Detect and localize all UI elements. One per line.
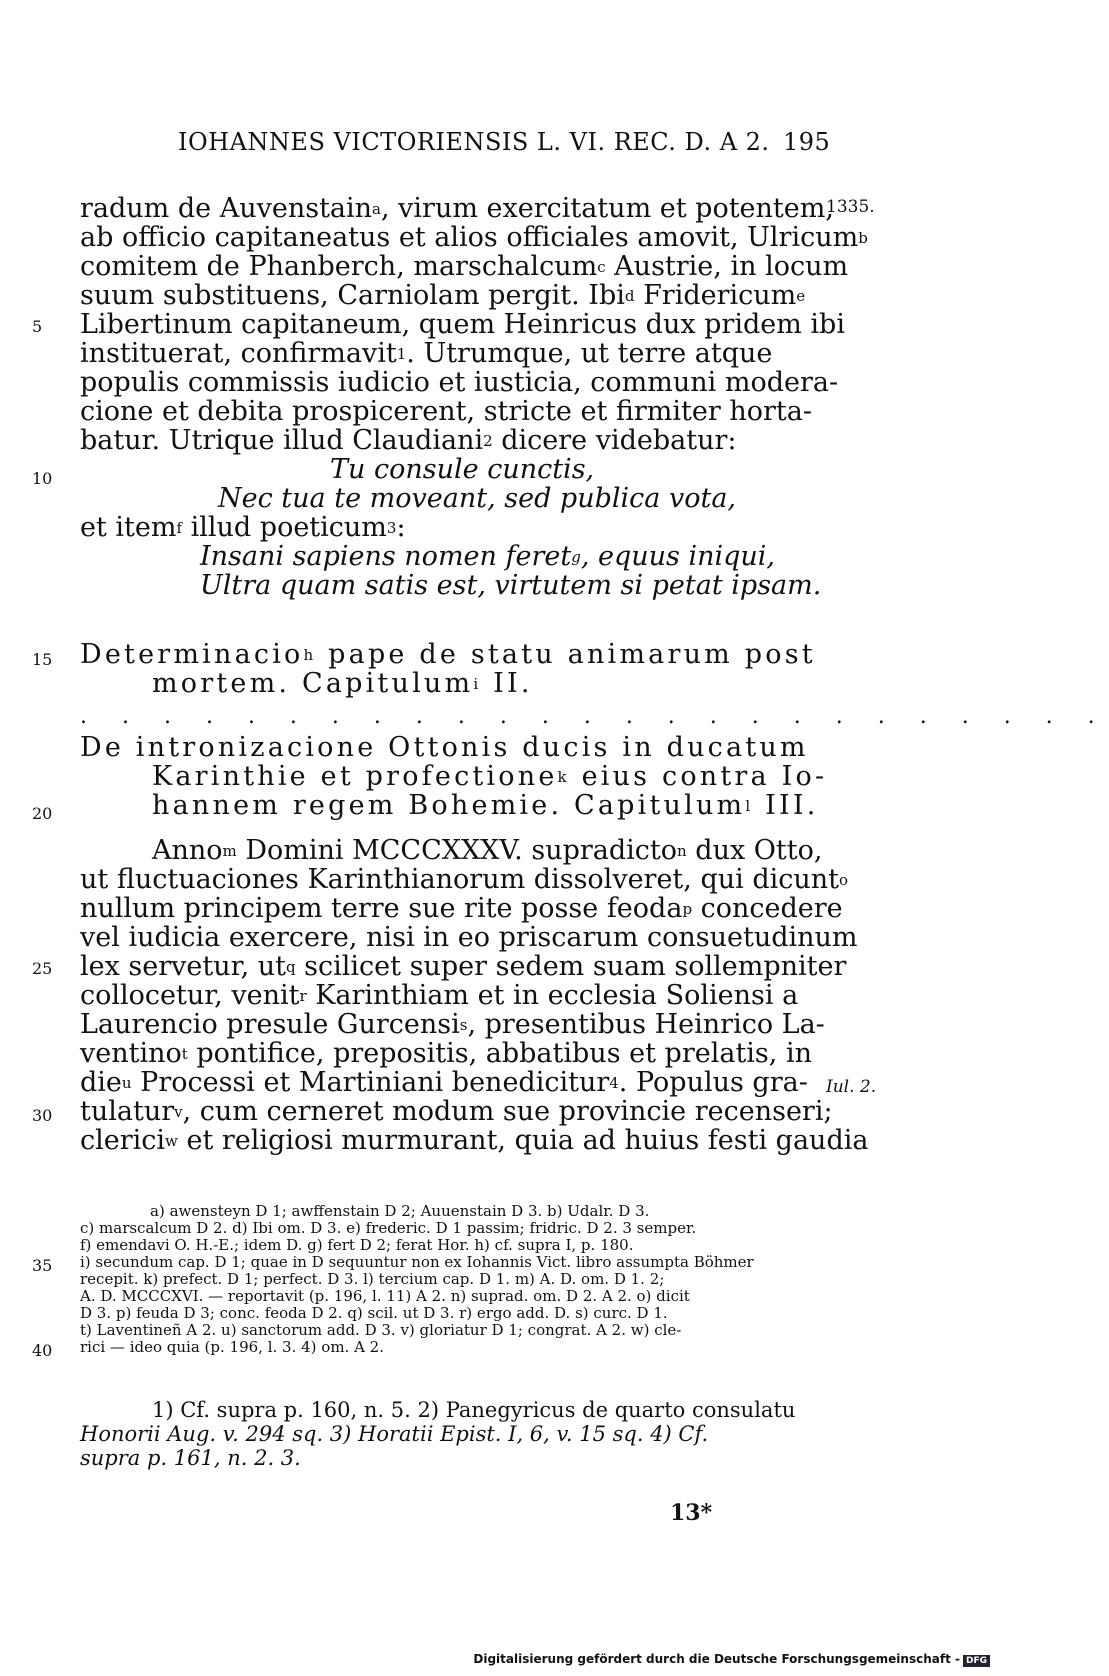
line-number: 10 <box>32 469 53 488</box>
footnote-line: t) Laventineñ A 2. u) sanctorum add. D 3. v) gloriatur D 1; congrat. A 2. w) cle- <box>80 1321 682 1339</box>
chapter-heading: De intronizacione Ottonis ducis in ducatum <box>80 732 809 763</box>
text-line: lex servetur, $ut^q$ scilicet super sedem suam sollempniter <box>80 951 847 982</box>
line-number: 20 <box>32 804 53 823</box>
text-line: vel iudicia exercere, nisi in eo priscarum consuetudinum <box>80 922 858 953</box>
footnote-line: rici — ideo quia (p. 196, l. 3. 4) om. A 2. <box>80 1338 384 1356</box>
verse-line: Insani sapiens nomen feret$^g$, equus iniqui, <box>200 541 776 572</box>
text-line: cione et debita prospicerent, stricte et firmiter horta- <box>80 396 812 427</box>
text-line: batur. Utrique illud Claudiani$^2$ dicere videbatur: <box>80 425 737 456</box>
running-header: IOHANNES VICTORIENSIS L. VI. REC. D. A 2. <box>178 128 770 156</box>
line-number: 30 <box>32 1106 53 1125</box>
text-line: Laurencio presule Gurcensi$^s$, presentibus Heinrico La- <box>80 1009 825 1040</box>
chapter-heading: mortem. Capitulum$^i$ II. <box>152 668 533 699</box>
text-line: ventino$^t$ pontifice, prepositis, abbatibus et prelatis, in <box>80 1038 812 1069</box>
text-line: comitem de Phanberch, marschalcum$^c$ Austrie, in locum <box>80 251 849 282</box>
margin-date: Iul. 2. <box>826 1077 877 1097</box>
omission-dots: . . . . . . . . . . . . . . . . . . . . . . . . . <box>80 704 1109 729</box>
footnote-line: A. D. MCCCXVI. — reportavit (p. 196, l. 11) A 2. n) suprad. om. D 2. A 2. o) dicit <box>80 1287 690 1305</box>
reference-line: Honorii Aug. v. 294 sq. 3) Horatii Epist. I, 6, v. 15 sq. 4) Cf. <box>80 1422 709 1446</box>
dfg-logo: DFG <box>963 1655 990 1667</box>
verse-line: Tu consule cunctis, <box>330 454 595 485</box>
text-line: Anno$^m$ Domini MCCCXXXV. supradicto$^n$ dux Otto, <box>152 835 823 866</box>
text-line: ut fluctuaciones Karinthianorum dissolveret, qui dicunt$^o$ <box>80 864 849 895</box>
footnote-line: f) emendavi O. H.-E.; idem D. g) fert D 2; ferat Hor. h) cf. supra I, p. 180. <box>80 1236 634 1254</box>
digitization-credit <box>473 1652 990 1667</box>
text-line: ab officio capitaneatus et alios officiales amovit, Ulricum$^b$ <box>80 222 868 253</box>
reference-line: supra p. 161, n. 2. 3. <box>80 1446 301 1470</box>
chapter-heading: Karinthie et profectione$^k$ eius contra Io- <box>152 761 828 792</box>
credit-text: Digitalisierung gefördert durch die Deutsche Forschungsgemeinschaft - <box>473 1652 960 1666</box>
text-line: instituerat, confirmavit$^1$. Utrumque, ut terre atque <box>80 338 773 369</box>
verse-line: Ultra quam satis est, virtutem si petat ipsam. <box>200 570 822 601</box>
page-number: 195 <box>783 128 831 156</box>
footnote-line: recepit. k) prefect. D 1; perfect. D 3. l) tercium cap. D 1. m) A. D. om. D 1. 2; <box>80 1270 665 1288</box>
text-line: clerici$^w$ et religiosi murmurant, quia ad huius festi gaudia <box>80 1125 869 1156</box>
text-line: tulatur$^v$, cum cerneret modum sue provincie recenseri; <box>80 1096 833 1127</box>
verse-line: Nec tua te moveant, sed publica vota, <box>218 483 736 514</box>
signature-mark: 13* <box>670 1500 713 1526</box>
footnote-line: a) awensteyn D 1; awffenstain D 2; Auuenstain D 3. b) Udalr. D 3. <box>150 1202 650 1220</box>
margin-year: 1335. <box>826 197 875 217</box>
text-line: populis commissis iudicio et iusticia, communi modera- <box>80 367 839 398</box>
text-line: collocetur, venit$^r$ Karinthiam et in ecclesia Soliensi a <box>80 980 799 1011</box>
chapter-heading: Determinacio$^h$ pape de statu animarum post <box>80 639 816 670</box>
text-line: suum substituens, Carniolam pergit. Ibi$^d$ Fridericum$^e$ <box>80 280 806 311</box>
text-line: die$^u$ Processi et Martiniani benedicitur$^4$. Populus gra- <box>80 1067 808 1098</box>
text-line: Libertinum capitaneum, quem Heinricus dux pridem ibi <box>80 309 845 340</box>
chapter-heading: hannem regem Bohemie. Capitulum$^l$ III. <box>152 790 819 821</box>
line-number: 25 <box>32 959 53 978</box>
line-number: 35 <box>32 1256 53 1275</box>
footnote-line: D 3. p) feuda D 3; conc. feoda D 2. q) scil. ut D 3. r) ergo add. D. s) curc. D 1. <box>80 1304 668 1322</box>
footnote-line: i) secundum cap. D 1; quae in D sequuntur non ex Iohannis Vict. libro assumpta Böhmer <box>80 1253 754 1271</box>
line-number: 5 <box>32 317 43 336</box>
text-line: nullum principem terre sue rite posse feoda$^p$ concedere <box>80 893 843 924</box>
footnote-line: c) marscalcum D 2. d) Ibi om. D 3. e) frederic. D 1 passim; fridric. D 2. 3 semper. <box>80 1219 697 1237</box>
text-line: radum de Auvenstain$^a$, virum exercitatum et potentem, <box>80 193 834 224</box>
line-number: 15 <box>32 650 53 669</box>
line-number: 40 <box>32 1341 53 1360</box>
text-line: et item$^f$ illud poeticum$^3$: <box>80 512 406 543</box>
reference-line: 1) Cf. supra p. 160, n. 5. 2) Panegyricus de quarto consulatu <box>152 1398 796 1422</box>
